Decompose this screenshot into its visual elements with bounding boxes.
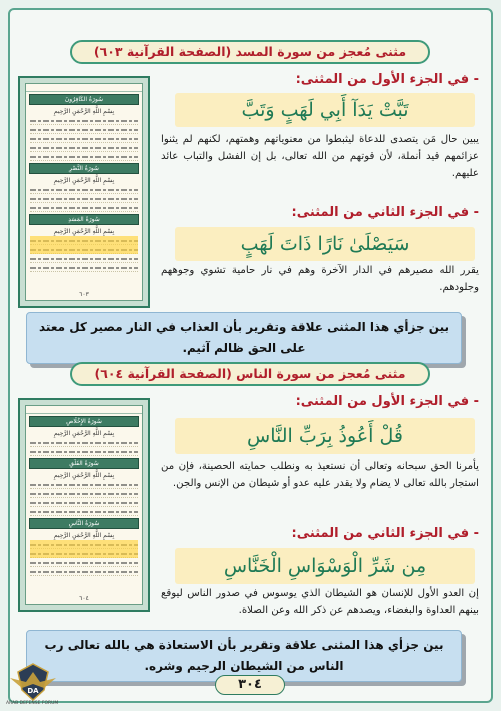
section1-conclusion: بين جزأي هذا المثنى علاقة وتقرير بأن العذاب في النار مصير كل معتد على الحق ظالم آثيم. [26, 312, 462, 364]
ayah-line [30, 254, 138, 263]
surah-band-ikhlas: سُورَةُ الإِخْلَاصِ [29, 416, 139, 427]
section2-part1-heading: - في الجزء الأول من المثنى: [295, 394, 479, 409]
basmala: بِسْمِ اللَّهِ الرَّحْمَنِ الرَّحِيمِ [53, 228, 115, 235]
basmala: بِسْمِ اللَّهِ الرَّحْمَنِ الرَّحِيمِ [53, 532, 115, 539]
section2-part2-verse: مِن شَرِّ الْوَسْوَاسِ الْخَنَّاسِ [175, 548, 475, 584]
mushaf-page-603 [18, 76, 150, 308]
ayah-line [30, 558, 138, 567]
mushaf-topline [26, 406, 142, 414]
surah-band-falaq: سُورَةُ الفَلَقِ [29, 458, 139, 469]
basmala: بِسْمِ اللَّهِ الرَّحْمَنِ الرَّحِيمِ [53, 472, 115, 479]
section1-part1-text: يبين حال مَن يتصدى للدعاة ليثبطوا من معنوياتهم وهمتهم، لكنهم لم يثنوا عزائمهم قيد أنملة، لأن قوتهم من الله تعالى، بل إن الفشل والتباب عائد عليهم. [161, 134, 479, 179]
mushaf-page-inner [25, 83, 143, 301]
surah-band-nasr: سُورَةُ النَّصْرِ [29, 163, 139, 174]
section1-part2-text: يقرر الله مصيرهم في الدار الآخرة وهم في نار حامية تشوي وجوههم وجلودهم. [161, 265, 479, 293]
surah-band-kafirun: سُورَةُ الكَافِرُونَ [29, 94, 139, 105]
section1-part2-verse: سَيَصْلَىٰ نَارًا ذَاتَ لَهَبٍ [175, 227, 475, 261]
section1-header: مثنى مُعجز من سورة المسد (الصفحة القرآنية ٦٠٣) [70, 40, 430, 64]
section1-part2-heading: - في الجزء الثاني من المثنى: [291, 205, 479, 220]
section1-part1-verse: تَبَّتْ يَدَآ أَبِي لَهَبٍ وَتَبَّ [175, 93, 475, 127]
basmala: بِسْمِ اللَّهِ الرَّحْمَنِ الرَّحِيمِ [53, 430, 115, 437]
ayah-line [30, 152, 138, 161]
ayah-line [30, 143, 138, 152]
mushaf-topline [26, 84, 142, 92]
section2-part2-heading: - في الجزء الثاني من المثنى: [291, 526, 479, 541]
mushaf-page-inner [25, 405, 143, 605]
ayah-line [30, 194, 138, 203]
ayah-line [30, 125, 138, 134]
mushaf-page-604 [18, 398, 150, 612]
section2-part2-text: إن العدو الأول للإنسان هو الشيطان الذي يوسوس في صدور الناس ليوقع بينهم العداوة والبغضاء، ويصدهم عن ذكر الله وعن الصلاة. [161, 588, 479, 616]
ayah-line [30, 134, 138, 143]
forum-logo-text: ARAB DEFENSE FORUM [6, 701, 59, 706]
section2-part1-verse: قُلْ أَعُوذُ بِرَبِّ النَّاسِ [175, 418, 475, 454]
surah-band-nas: سُورَةُ النَّاسِ [29, 518, 139, 529]
section1-part1-heading: - في الجزء الأول من المثنى: [295, 72, 479, 87]
ayah-line [30, 480, 138, 489]
ayah-line-highlighted [30, 540, 138, 549]
surah-band-masad: سُورَةُ المَسَدِ [29, 214, 139, 225]
mushaf-page-number: ٦٠٣ [79, 291, 89, 298]
ayah-line [30, 438, 138, 447]
section2-header: مثنى مُعجز من سورة الناس (الصفحة القرآنية ٦٠٤) [70, 362, 430, 386]
page-number: ٣٠٤ [215, 675, 285, 695]
ayah-line [30, 116, 138, 125]
section2-part1-text: يأمرنا الحق سبحانه وتعالى أن نستعيذ به ونطلب حمايته الحصينة، فإن من استجار بالله تعالى لا يضام ولا يقدر عليه عدو أو شيطان من الإنس والجن. [161, 461, 479, 489]
ayah-line [30, 203, 138, 212]
ayah-line-highlighted [30, 236, 138, 245]
ayah-line [30, 498, 138, 507]
basmala: بِسْمِ اللَّهِ الرَّحْمَنِ الرَّحِيمِ [53, 177, 115, 184]
ayah-line-highlighted [30, 245, 138, 254]
ayah-line [30, 447, 138, 456]
ayah-line-highlighted [30, 549, 138, 558]
ayah-line [30, 507, 138, 516]
ayah-line [30, 263, 138, 272]
section2-conclusion: بين جزأي هذا المثنى علاقة وتقرير بأن الاستعاذة هي بالله تعالى رب الناس من الشيطان الرجيم وشره. [26, 630, 462, 682]
svg-text:DA: DA [27, 687, 39, 695]
mushaf-page-number: ٦٠٤ [79, 595, 89, 602]
ayah-line [30, 185, 138, 194]
basmala: بِسْمِ اللَّهِ الرَّحْمَنِ الرَّحِيمِ [53, 108, 115, 115]
ayah-line [30, 489, 138, 498]
ayah-line [30, 567, 138, 576]
